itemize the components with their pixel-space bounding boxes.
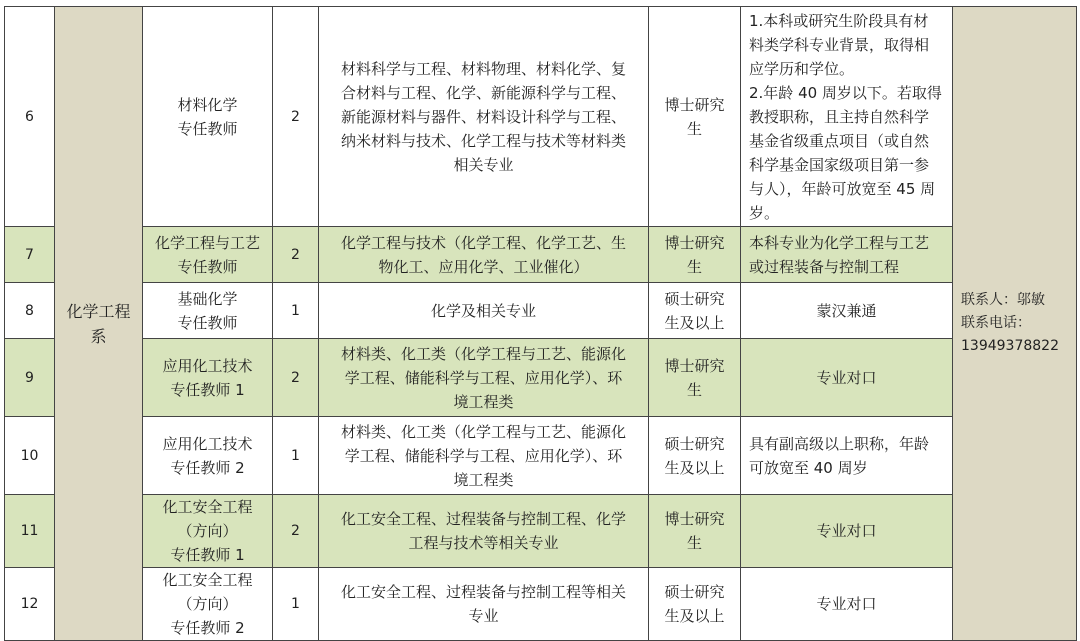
major-line: 化工安全工程、过程装备与控制工程等相关 xyxy=(340,583,626,601)
count-cell: 2 xyxy=(273,495,319,568)
degree-line: 生及以上 xyxy=(664,313,725,332)
major-line: 材料类、化工类（化学工程与工艺、能源化 xyxy=(340,344,626,363)
position-line: 专任教师 xyxy=(177,257,238,276)
requirement-line: 2.年龄 40 周岁以下。若取得 xyxy=(749,83,942,102)
major-line: 工程与技术等相关专业 xyxy=(408,534,559,552)
major-cell xyxy=(319,7,649,227)
degree-line: 博士研究 xyxy=(664,510,725,528)
department-name: 化学工程系 xyxy=(66,301,131,346)
table-row xyxy=(5,339,1077,417)
major-cell xyxy=(319,227,649,283)
position-line: （方向） xyxy=(177,595,238,613)
row-number: 12 xyxy=(5,568,55,641)
position-line: 材料化学 xyxy=(177,95,238,114)
department-cell xyxy=(55,7,143,641)
major-cell xyxy=(319,417,649,495)
position-cell xyxy=(143,495,273,568)
major-line: 物化工、应用化学、工业催化） xyxy=(378,257,589,276)
contact-phone: 13949378822 xyxy=(961,338,1059,354)
position-line: 专任教师 xyxy=(177,119,238,138)
position-line: 化工安全工程 xyxy=(162,571,253,589)
position-line: 化工安全工程 xyxy=(162,498,253,516)
requirement-cell xyxy=(741,339,953,417)
degree-cell xyxy=(649,495,741,568)
position-line: 应用化工技术 xyxy=(162,356,253,375)
position-cell xyxy=(143,7,273,227)
position-line: 专任教师 xyxy=(177,313,238,332)
row-number: 8 xyxy=(5,283,55,339)
requirement-line: 蒙汉兼通 xyxy=(816,301,877,320)
requirement-line: 本科专业为化学工程与工艺 xyxy=(749,233,930,252)
requirement-cell xyxy=(741,227,953,283)
requirement-line: 岁。 xyxy=(749,203,780,222)
position-cell xyxy=(143,227,273,283)
table-row xyxy=(5,283,1077,339)
position-line: 专任教师 2 xyxy=(170,619,245,637)
major-line: 合材料与工程、化学、新能源科学与工程、 xyxy=(340,83,626,102)
requirement-line: 或过程装备与控制工程 xyxy=(749,257,900,276)
row-number: 6 xyxy=(5,7,55,227)
requirement-cell xyxy=(741,417,953,495)
contact-cell xyxy=(953,7,1077,641)
major-line: 纳米材料与技术、化学工程与技术等材料类 xyxy=(340,131,626,150)
degree-line: 硕士研究 xyxy=(664,434,725,453)
degree-cell xyxy=(649,7,741,227)
degree-cell xyxy=(649,417,741,495)
row-number: 9 xyxy=(5,339,55,417)
degree-line: 硕士研究 xyxy=(664,583,725,601)
contact-person: 联系人：邬敏 xyxy=(961,292,1045,308)
table-row xyxy=(5,417,1077,495)
position-cell xyxy=(143,417,273,495)
count-cell: 2 xyxy=(273,339,319,417)
degree-line: 生 xyxy=(686,380,702,399)
major-cell xyxy=(319,568,649,641)
requirement-line: 基金省级重点项目（或自然 xyxy=(749,131,930,150)
degree-line: 博士研究 xyxy=(664,356,725,375)
major-line: 材料科学与工程、材料物理、材料化学、复 xyxy=(340,59,626,78)
degree-line: 生 xyxy=(686,257,702,276)
degree-cell xyxy=(649,339,741,417)
position-line: 专任教师 1 xyxy=(170,380,245,399)
position-cell xyxy=(143,283,273,339)
degree-line: 生 xyxy=(686,119,702,138)
recruitment-table xyxy=(4,6,1077,641)
position-line: 应用化工技术 xyxy=(162,434,253,453)
position-cell xyxy=(143,339,273,417)
degree-line: 生 xyxy=(686,534,702,552)
degree-cell xyxy=(649,227,741,283)
count-cell: 1 xyxy=(273,568,319,641)
count-cell: 2 xyxy=(273,227,319,283)
requirement-cell xyxy=(741,495,953,568)
requirement-line: 料类学科专业背景，取得相 xyxy=(749,35,930,54)
requirement-line: 与人），年龄可放宽至 45 周 xyxy=(749,179,936,198)
requirement-line: 科学基金国家级项目第一参 xyxy=(749,155,930,174)
table-row xyxy=(5,7,1077,227)
degree-line: 博士研究 xyxy=(664,95,725,114)
requirement-line: 专业对口 xyxy=(816,368,877,387)
position-line: （方向） xyxy=(177,522,238,540)
requirement-line: 应学历和学位。 xyxy=(749,59,855,78)
requirement-cell xyxy=(741,568,953,641)
major-line: 新能源材料与器件、材料设计科学与工程、 xyxy=(340,107,626,126)
count-cell: 2 xyxy=(273,7,319,227)
degree-cell xyxy=(649,568,741,641)
table-row xyxy=(5,227,1077,283)
major-cell xyxy=(319,339,649,417)
position-line: 专任教师 1 xyxy=(170,546,245,564)
degree-line: 生及以上 xyxy=(664,458,725,477)
position-line: 化学工程与工艺 xyxy=(154,233,260,252)
major-line: 境工程类 xyxy=(453,470,514,489)
major-cell xyxy=(319,495,649,568)
requirement-line: 可放宽至 40 周岁 xyxy=(749,458,868,477)
major-line: 材料类、化工类（化学工程与工艺、能源化 xyxy=(340,422,626,441)
position-line: 专任教师 2 xyxy=(170,458,245,477)
major-line: 学工程、储能科学与工程、应用化学）、环 xyxy=(344,368,623,387)
requirement-line: 专业对口 xyxy=(816,595,877,613)
requirement-cell xyxy=(741,7,953,227)
table-row xyxy=(5,495,1077,568)
degree-line: 硕士研究 xyxy=(664,289,725,308)
contact-phone-label: 联系电话： xyxy=(961,315,1031,331)
position-line: 基础化学 xyxy=(177,289,238,308)
degree-cell xyxy=(649,283,741,339)
position-cell xyxy=(143,568,273,641)
requirement-line: 具有副高级以上职称，年龄 xyxy=(749,434,930,453)
row-number: 7 xyxy=(5,227,55,283)
table-row xyxy=(5,568,1077,641)
requirement-cell xyxy=(741,283,953,339)
requirement-line: 专业对口 xyxy=(816,522,877,540)
major-line: 化学工程与技术（化学工程、化学工艺、生 xyxy=(340,233,626,252)
degree-line: 博士研究 xyxy=(664,233,725,252)
major-line: 化学及相关专业 xyxy=(430,301,536,320)
count-cell: 1 xyxy=(273,283,319,339)
major-line: 境工程类 xyxy=(453,392,514,411)
major-cell xyxy=(319,283,649,339)
row-number: 10 xyxy=(5,417,55,495)
requirement-line: 教授职称，且主持自然科学 xyxy=(749,107,930,126)
requirement-line: 1.本科或研究生阶段具有材 xyxy=(749,11,929,30)
major-line: 相关专业 xyxy=(453,155,514,174)
major-line: 化工安全工程、过程装备与控制工程、化学 xyxy=(340,510,626,528)
major-line: 专业 xyxy=(468,607,499,625)
row-number: 11 xyxy=(5,495,55,568)
degree-line: 生及以上 xyxy=(664,607,725,625)
major-line: 学工程、储能科学与工程、应用化学）、环 xyxy=(344,446,623,465)
count-cell: 1 xyxy=(273,417,319,495)
